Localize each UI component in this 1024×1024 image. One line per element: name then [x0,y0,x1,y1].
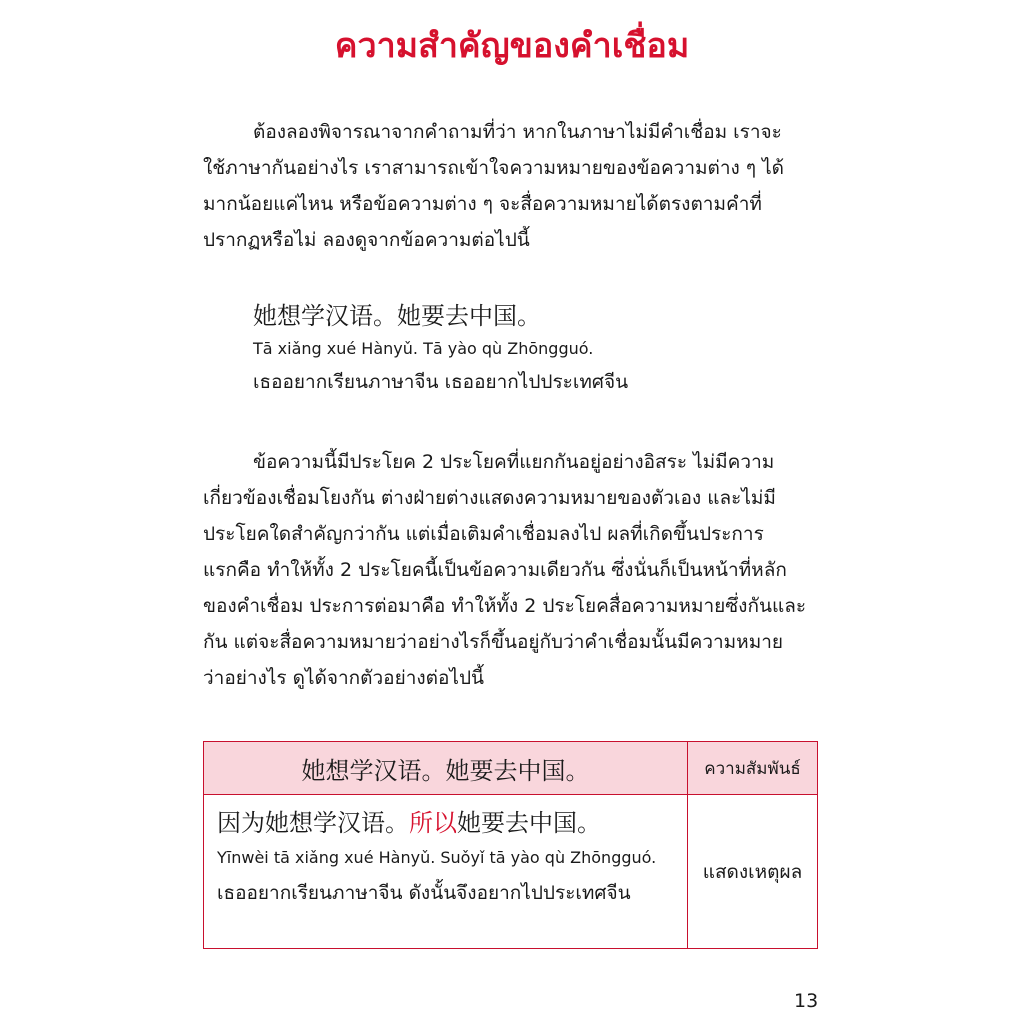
example-thai: เธออยากเรียนภาษาจีน เธออยากไปประเทศจีน [253,371,629,393]
explanation-line: ข้อความนี้มีประโยค 2 ประโยคที่แยกกันอยู่อย่างอิสระ ไม่มีความ [253,451,775,473]
table-sentence-cell [204,795,688,949]
row-chinese [217,805,675,841]
row-chinese-before: 因为她想学汉语。 [217,809,409,837]
explanation-line: ของคำเชื่อม ประการต่อมาคือ ทำให้ทั้ง 2 ประโยคสื่อความหมายซึ่งกันและ [203,595,807,617]
table-row [204,795,818,949]
conjunction-table [203,741,818,949]
example-block [253,298,813,400]
example-pinyin: Tā xiǎng xué Hànyǔ. Tā yào qù Zhōngguó. [253,339,594,358]
explanation-line: เกี่ยวข้องเชื่อมโยงกัน ต่างฝ่ายต่างแสดงความหมายของตัวเอง และไม่มี [203,487,776,509]
intro-line: ปรากฏหรือไม่ ลองดูจากข้อความต่อไปนี้ [203,229,530,251]
explanation-paragraph [203,444,817,696]
row-thai: เธออยากเรียนภาษาจีน ดังนั้นจึงอยากไปประเทศจีน [217,882,631,904]
explanation-line: กัน แต่จะสื่อความหมายว่าอย่างไรก็ขึ้นอยู่กับว่าคำเชื่อมนั้นมีความหมาย [203,631,784,653]
example-chinese: 她想学汉语。她要去中国。 [253,302,541,330]
table-header-relation: ความสัมพันธ์ [688,742,818,795]
intro-paragraph [203,114,817,258]
explanation-line: ประโยคใดสำคัญกว่ากัน แต่เมื่อเติมคำเชื่อมลงไป ผลที่เกิดขึ้นประการ [203,523,764,545]
row-chinese-after: 她要去中国。 [457,809,601,837]
page-title: ความสำคัญของคำเชื่อม [334,26,690,66]
conjunction-highlight: 所以 [409,809,457,837]
row-pinyin: Yīnwèi tā xiǎng xué Hànyǔ. Suǒyǐ tā yào qù Zhōngguó. [217,848,657,867]
table-header-row [204,742,818,795]
page-number: 13 [794,990,819,1012]
intro-line: ใช้ภาษากันอย่างไร เราสามารถเข้าใจความหมายของข้อความต่าง ๆ ได้ [203,157,784,179]
table-header-sentence: 她想学汉语。她要去中国。 [204,742,688,795]
intro-line: มากน้อยแค่ไหน หรือข้อความต่าง ๆ จะสื่อความหมายได้ตรงตามคำที่ [203,193,762,215]
explanation-line: ว่าอย่างไร ดูได้จากตัวอย่างต่อไปนี้ [203,667,485,689]
intro-line: ต้องลองพิจารณาจากคำถามที่ว่า หากในภาษาไม่มีคำเชื่อม เราจะ [253,121,782,143]
row-relation: แสดงเหตุผล [688,795,818,949]
explanation-line: แรกคือ ทำให้ทั้ง 2 ประโยคนี้เป็นข้อความเดียวกัน ซึ่งนั่นก็เป็นหน้าที่หลัก [203,559,787,581]
